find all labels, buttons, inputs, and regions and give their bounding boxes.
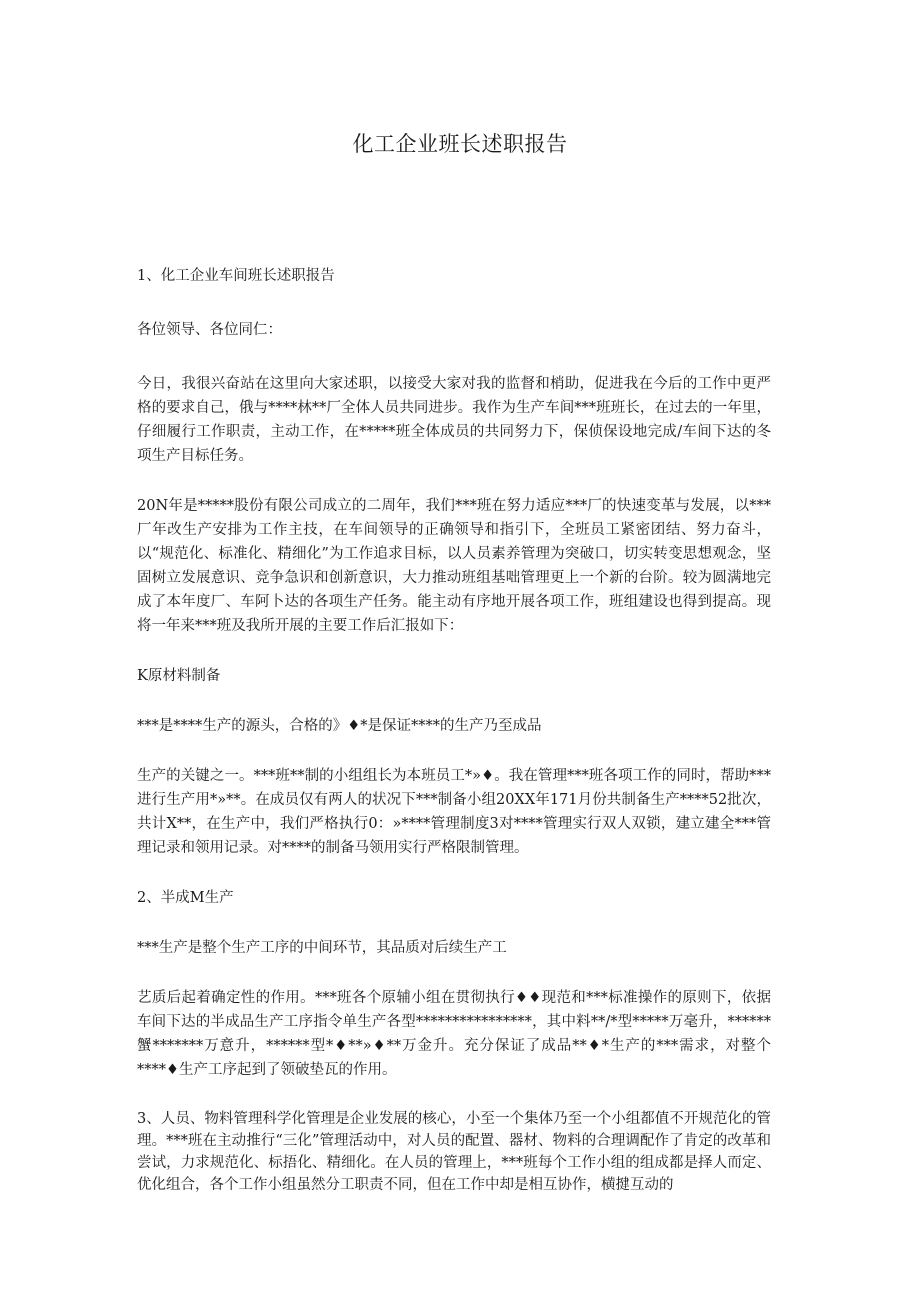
subsection-heading-semifinished: 2、半成M生产 (137, 890, 234, 906)
section-heading: 1、化工企业车间班长述职报告 (137, 268, 335, 284)
paragraph-intro: 今日，我很兴奋站在这里向大家述职，以接受大家对我的监督和梢助，促进我在今后的工作中更严格的要求自己，俄与****林**厂全体人员共同进步。我作为生产车间***班班长，在过去的一年里，仔细履行工作职责，主动工作，在*****班全体成员的共同努力下，保侦保设地完成/车间下达的冬项生产目标任务。 (137, 376, 771, 464)
paragraph-materials-detail: 生产的关键之一。***班**制的小组组长为本班员工*»♦。我在管理***班各项工作的同时，帮助***进行生产用*»**。在成员仅有两人的状况下***制备小组20XX年171月份共制备生产****52批次，共计X**，在生产中，我们严格执行0：»****管理制度3对****管理实行双人双锁，建立建全***管理记录和领用记录。对****的制备马领用实行严格限制管理。 (137, 768, 771, 856)
greeting: 各位领导、各位同仁： (137, 322, 282, 338)
paragraph-semifinished-lead: ***生产是整个生产工序的中间环节，其品质对后续生产工 (137, 940, 507, 956)
paragraph-year-summary: 20N年是*****股份有限公司成立的二周年，我们***班在努力适应***厂的快速变革与发展，以***厂年改生产安排为工作主技，在车间领导的正确领导和指引下，全班员工紧密团结、努力奋斗，以“规范化、标准化、精细化”为工作追求目标，以人员素养管理为突破口，切实转变思想观念，坚固树立发展意识、竞争急识和创新意识，大力推动班组基咄管理更上一个新的台阶。较为圆满地完成了本年度厂、车阿卜达的各项生产任务。能主动有序地开展各项工作，班组建设也得到提高。现将一年来***班及我所开展的主要工作后汇报如下： (137, 498, 771, 634)
paragraph-semifinished-detail: 艺质后起着确定性的作用。***班各个原辅小组在贯彻执行♦♦现范和***标准操作的原则下，依据车间下达的半成品生产工序指令单生产各型****************，其中料**/*型*****万毫升，******蟹*******万意升，******型*♦**»♦**万金升。充分保证了成品**♦*生产的***需求，对整个****♦生产工序起到了领破垫瓦的作用。 (137, 990, 771, 1078)
subsection-heading-materials: K原材料制备 (137, 668, 221, 684)
document-body (137, 264, 771, 1222)
paragraph-personnel-management: 3、人员、物料管理科学化管理是企业发展的核心，小至一个集体乃至一个小组都值不开规范化的管理。***班在主动推行“三化”管理活动中，对人员的配置、器材、物料的合理调配作了肯定的改革和尝试，力求规范化、标捂化、精细化。在人员的管理上，***班每个工作小组的组成都是择人而定、优化组合，各个工作小组虽然分工职责不同，但在工作中却是相互协作，横揵互动的 (137, 1111, 771, 1193)
document-title: 化工企业班长述职报告 (352, 132, 568, 156)
paragraph-materials-lead: ***是****生产的源头，合格的》♦*是保证****的生产乃至成品 (137, 718, 542, 734)
